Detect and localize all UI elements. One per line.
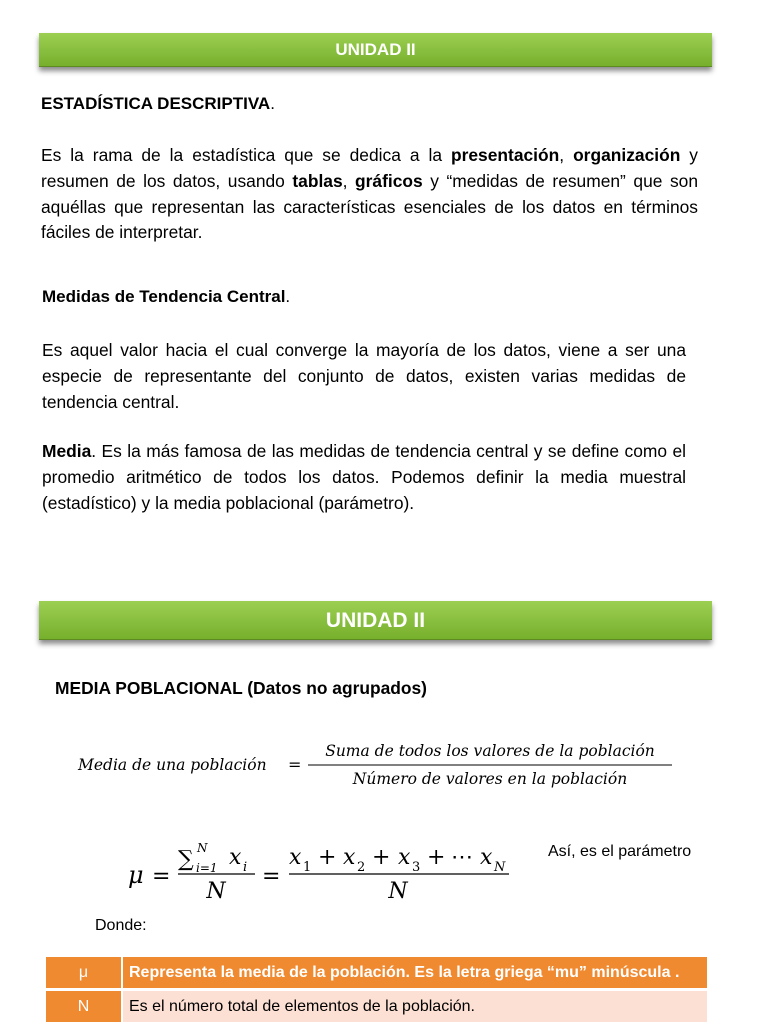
symbol-cell: μ	[46, 957, 121, 988]
formula2-subN: N	[494, 860, 506, 875]
formula2-sum-symbol: ∑	[178, 847, 194, 872]
bold-term-graficos: gráficos	[355, 170, 423, 191]
text-run: y resumen de los datos, usando	[41, 145, 698, 191]
description-cell: Representa la media de la población. Es la letra griega “mu” minúscula .	[121, 957, 707, 988]
text-run: y “medidas de resumen” que son aquéllas que representan las características esenciales de los datos en términos fáciles de interpretar.	[41, 170, 698, 243]
table-row	[46, 991, 707, 1022]
heading-bold-text: ESTADÍSTICA DESCRIPTIVA	[41, 94, 271, 113]
formula1-denominator: Número de valores en la población	[352, 770, 628, 788]
formula2-xN: x	[480, 845, 493, 870]
formula1-equals: =	[288, 755, 302, 774]
heading-bold-text: Medidas de Tendencia Central	[42, 287, 286, 306]
formula2-equals-2: =	[262, 864, 281, 889]
bold-term-tablas: tablas	[292, 170, 343, 191]
formula2-plus-2: +	[372, 845, 391, 870]
donde-label: Donde:	[95, 917, 147, 934]
paragraph-tendencia: Es aquel valor hacia el cual converge la mayoría de los datos, viene a ser una especie de representante del conjunto de datos, existen varias medidas de tendencia central.	[42, 340, 686, 412]
definitions-table	[46, 954, 707, 1025]
heading-tail: .	[285, 287, 291, 306]
formula2-x1: x	[289, 845, 302, 870]
heading-tail: .	[270, 94, 275, 113]
formula2-equals: =	[152, 864, 171, 889]
formula2-dots: ⋯	[451, 845, 473, 870]
side-note: Así, es el parámetro	[548, 843, 692, 860]
description-cell: Es el número total de elementos de la población.	[121, 991, 707, 1022]
formula2-den: N	[206, 879, 226, 904]
formula2-plus-1: +	[318, 845, 337, 870]
bold-term-organizacion: organización	[573, 145, 681, 165]
formula2-plus-3: +	[427, 845, 446, 870]
symbol-cell: N	[46, 991, 121, 1022]
table-row	[46, 957, 707, 988]
formula2-sum-upper: N	[197, 841, 208, 855]
formula2-x3: x	[398, 845, 411, 870]
text-run: ,	[342, 170, 356, 191]
formula2-sub3: 3	[412, 860, 421, 875]
formula2-sub2: 2	[357, 860, 366, 875]
formula2-x2: x	[343, 845, 356, 870]
bold-term-media: Media	[42, 441, 92, 461]
text-run: ,	[559, 145, 574, 165]
text-run: Es la rama de la estadística que se dedica a la	[41, 145, 451, 165]
text-run: . Es la más famosa de las medidas de tendencia central y se define como el promedio aritmético de todos los datos. Podemos definir la media muestral (estadístico) y la media poblacional (parámetro).	[42, 441, 686, 513]
formula2-x-sub: i	[243, 860, 248, 875]
slide1-banner: UNIDAD II	[39, 33, 712, 67]
formula2-sub1: 1	[303, 860, 312, 875]
media-poblacional-heading: MEDIA POBLACIONAL (Datos no agrupados)	[55, 678, 427, 698]
formula2-den-2: N	[388, 879, 408, 904]
formula1-numerator: Suma de todos los valores de la población	[325, 742, 655, 760]
formula2-sum-lower: i=1	[196, 861, 218, 875]
formula2-mu: μ	[128, 861, 144, 889]
bold-term-presentacion: presentación	[451, 145, 560, 165]
formula2-x: x	[229, 845, 242, 870]
formula1-lhs: Media de una población	[78, 756, 267, 774]
slide2-banner: UNIDAD II	[39, 601, 712, 640]
